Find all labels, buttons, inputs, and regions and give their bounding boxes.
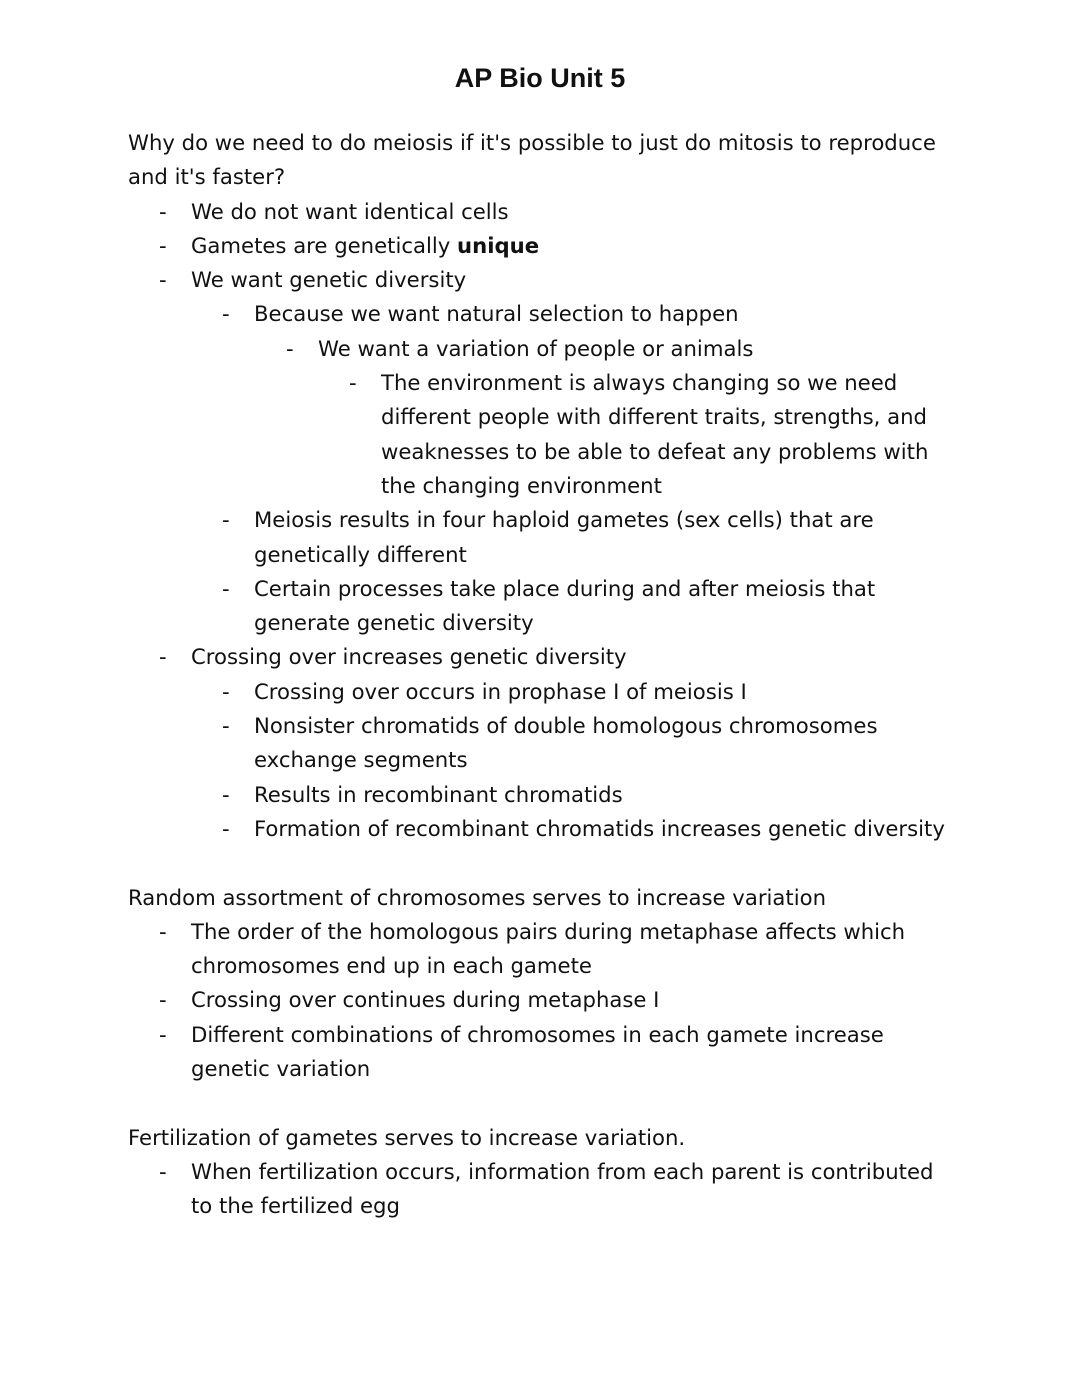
- list-dash: -: [222, 815, 230, 841]
- list-item-text: Because we want natural selection to happen: [254, 301, 739, 327]
- list-dash: -: [222, 507, 230, 533]
- list-dash: -: [349, 370, 357, 396]
- paragraph-gap: [128, 1086, 958, 1120]
- list-item: [128, 195, 958, 229]
- notes-body: [128, 126, 958, 1224]
- list-item-text: Nonsister chromatids of double homologous chromosomes exchange segments: [254, 713, 878, 773]
- list-item-text: Crossing over occurs in prophase I of meiosis I: [254, 678, 747, 704]
- list-item: [128, 709, 958, 778]
- list-item-text: We want genetic diversity: [191, 267, 467, 293]
- list-dash: -: [159, 918, 167, 944]
- list-item: [128, 332, 958, 366]
- list-item: [128, 229, 958, 263]
- list-dash: -: [159, 644, 167, 670]
- list-dash: -: [222, 301, 230, 327]
- list-item: [128, 915, 958, 984]
- list-item: [128, 263, 958, 297]
- list-item-text: We want a variation of people or animals: [318, 335, 754, 361]
- paragraph-gap: [128, 846, 958, 880]
- list-item-text: Different combinations of chromosomes in each gamete increase genetic variation: [191, 1021, 884, 1082]
- list-item-text: Formation of recombinant chromatids increases genetic diversity: [254, 815, 945, 841]
- list-dash: -: [222, 781, 230, 807]
- list-dash: -: [222, 713, 230, 739]
- list-dash: -: [159, 1158, 167, 1184]
- list-item-text: The environment is always changing so we need different people with different traits, strengths, and weaknesses to be able to defeat any problems with the changing environment: [381, 370, 929, 498]
- list-item: [128, 503, 958, 572]
- list-item: [128, 983, 958, 1017]
- list-item: [128, 778, 958, 812]
- section-heading-random-assortment: Random assortment of chromosomes serves to increase variation: [128, 884, 826, 910]
- list-dash: -: [159, 267, 167, 293]
- list-item: [128, 1018, 958, 1087]
- list-item-text: Crossing over increases genetic diversity: [191, 644, 627, 670]
- list-dash: -: [159, 1021, 167, 1047]
- page-title: AP Bio Unit 5: [454, 63, 626, 93]
- list-item: [128, 812, 958, 846]
- list-item-text: When fertilization occurs, information from each parent is contributed to the fertilized egg: [191, 1158, 934, 1219]
- section-heading-meiosis: Why do we need to do meiosis if it's possible to just do mitosis to reproduce and it's faster?: [128, 130, 936, 190]
- list-item: [128, 675, 958, 709]
- list-item: [128, 572, 958, 641]
- list-dash: -: [159, 232, 167, 258]
- list-item-text: Crossing over continues during metaphase I: [191, 987, 660, 1013]
- list-dash: -: [159, 987, 167, 1013]
- list-item-text: Gametes are genetically: [191, 232, 451, 258]
- list-item-text: We do not want identical cells: [191, 198, 509, 224]
- list-item: [128, 640, 958, 674]
- bold-term: unique: [457, 232, 540, 258]
- list-item: [128, 297, 958, 331]
- list-item-text: Results in recombinant chromatids: [254, 781, 623, 807]
- list-item: [128, 366, 958, 503]
- section-heading-fertilization: Fertilization of gametes serves to increase variation.: [128, 1124, 686, 1150]
- list-dash: -: [159, 198, 167, 224]
- list-dash: -: [286, 335, 294, 361]
- list-item-text: Certain processes take place during and after meiosis that generate genetic diversity: [254, 575, 876, 636]
- list-item: [128, 1155, 958, 1224]
- list-dash: -: [222, 575, 230, 601]
- list-dash: -: [222, 678, 230, 704]
- list-item-text: The order of the homologous pairs during metaphase affects which chromosomes end up in each gamete: [191, 918, 906, 979]
- list-item-text: Meiosis results in four haploid gametes (sex cells) that are genetically different: [254, 507, 874, 567]
